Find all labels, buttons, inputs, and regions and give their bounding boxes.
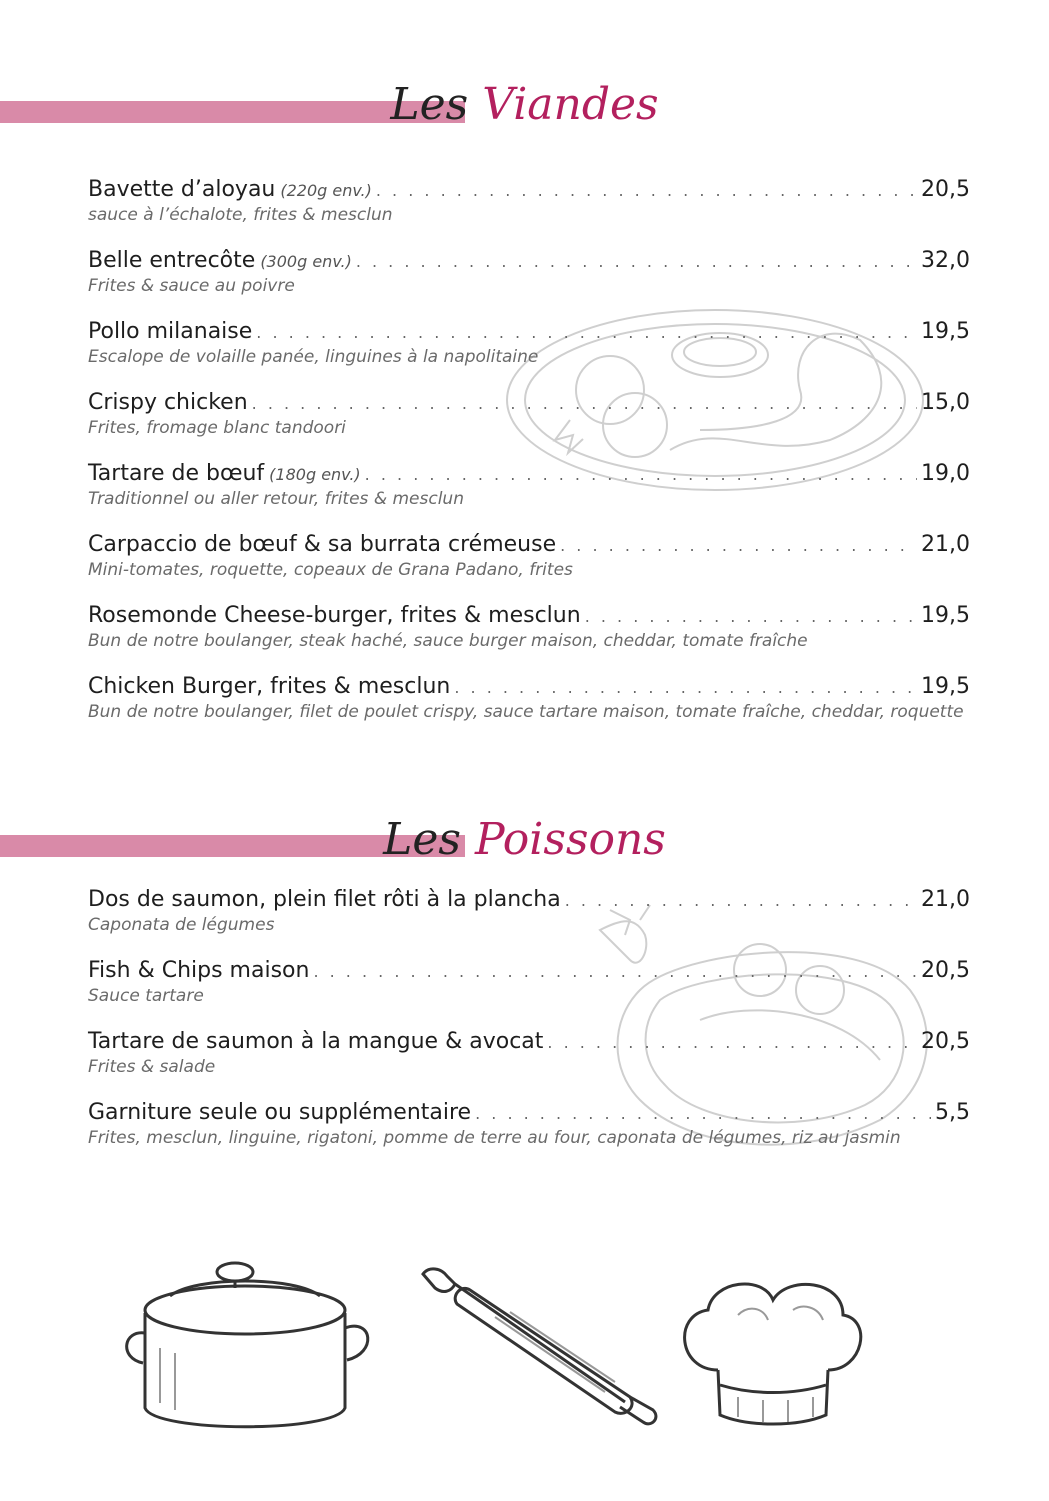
dot-leader bbox=[547, 1027, 917, 1059]
dot-leader bbox=[256, 317, 917, 349]
menu-item bbox=[88, 387, 970, 458]
item-name: Fish & Chips maison bbox=[88, 958, 310, 983]
chef-hat-illustration bbox=[668, 1275, 868, 1435]
item-name: Garniture seule ou supplémentaire bbox=[88, 1100, 472, 1125]
item-description: Traditionnel ou aller retour, frites & mesclun bbox=[88, 489, 464, 509]
dot-leader bbox=[365, 459, 917, 491]
item-price: 20,5 bbox=[921, 958, 970, 983]
item-price: 21,0 bbox=[921, 887, 970, 912]
item-name: Dos de saumon, plein filet rôti à la plancha bbox=[88, 887, 561, 912]
item-description: Sauce tartare bbox=[88, 986, 204, 1006]
item-name: Rosemonde Cheese-burger, frites & mesclun bbox=[88, 603, 581, 628]
item-description: Mini-tomates, roquette, copeaux de Grana Padano, frites bbox=[88, 560, 573, 580]
rolling-pin-illustration bbox=[415, 1262, 665, 1432]
item-name: Tartare de saumon à la mangue & avocat bbox=[88, 1029, 544, 1054]
item-description: Frites & salade bbox=[88, 1057, 216, 1077]
menu-item bbox=[88, 1026, 970, 1097]
item-quantity: (180g env.) bbox=[269, 465, 361, 484]
item-description: Frites, fromage blanc tandoori bbox=[88, 418, 346, 438]
menu-item bbox=[88, 955, 970, 1026]
item-price: 5,5 bbox=[935, 1100, 970, 1125]
item-price: 19,5 bbox=[921, 319, 970, 344]
item-description: Frites & sauce au poivre bbox=[88, 276, 295, 296]
item-name: Crispy chicken bbox=[88, 390, 248, 415]
item-price: 19,5 bbox=[921, 674, 970, 699]
dot-leader bbox=[252, 388, 917, 420]
item-quantity: (300g env.) bbox=[260, 252, 352, 271]
heading-word-poissons: Poissons bbox=[474, 814, 666, 865]
item-quantity: (220g env.) bbox=[280, 181, 372, 200]
item-name: Bavette d’aloyau bbox=[88, 177, 276, 202]
dot-leader bbox=[475, 1098, 931, 1130]
menu-item bbox=[88, 600, 970, 671]
heading-word-les: Les bbox=[390, 79, 469, 130]
dot-leader bbox=[454, 672, 917, 704]
item-description: Bun de notre boulanger, filet de poulet crispy, sauce tartare maison, tomate fraîche, cheddar, roquette bbox=[88, 702, 964, 722]
menu-item bbox=[88, 316, 970, 387]
item-name: Pollo milanaise bbox=[88, 319, 253, 344]
menu-item bbox=[88, 458, 970, 529]
dot-leader bbox=[313, 956, 917, 988]
menu-item bbox=[88, 174, 970, 245]
item-price: 20,5 bbox=[921, 1029, 970, 1054]
menu-item bbox=[88, 884, 970, 955]
dot-leader bbox=[560, 530, 917, 562]
item-price: 15,0 bbox=[921, 390, 970, 415]
heading-word-viandes: Viandes bbox=[482, 79, 659, 130]
item-description: Bun de notre boulanger, steak haché, sauce burger maison, cheddar, tomate fraîche bbox=[88, 631, 808, 651]
menu-item bbox=[88, 671, 970, 742]
item-description: Frites, mesclun, linguine, rigatoni, pomme de terre au four, caponata de légumes, riz au jasmin bbox=[88, 1128, 901, 1148]
menu-item bbox=[88, 245, 970, 316]
item-price: 19,5 bbox=[921, 603, 970, 628]
dot-leader bbox=[356, 246, 917, 278]
item-price: 20,5 bbox=[921, 177, 970, 202]
item-price: 19,0 bbox=[921, 461, 970, 486]
menu-item bbox=[88, 1097, 970, 1168]
dot-leader bbox=[565, 885, 917, 917]
item-name: Tartare de bœuf bbox=[88, 461, 265, 486]
dot-leader bbox=[585, 601, 917, 633]
item-name: Belle entrecôte bbox=[88, 248, 256, 273]
section-heading-poissons bbox=[0, 810, 1049, 870]
menu-item bbox=[88, 529, 970, 600]
item-price: 21,0 bbox=[921, 532, 970, 557]
item-description: Caponata de légumes bbox=[88, 915, 275, 935]
section-heading-viandes bbox=[0, 75, 1049, 135]
item-price: 32,0 bbox=[921, 248, 970, 273]
heading-word-les: Les bbox=[383, 814, 461, 865]
item-name: Carpaccio de bœuf & sa burrata crémeuse bbox=[88, 532, 557, 557]
item-description: sauce à l’échalote, frites & mesclun bbox=[88, 205, 393, 225]
fish-items bbox=[88, 884, 970, 1168]
item-description: Escalope de volaille panée, linguines à la napolitaine bbox=[88, 347, 539, 367]
cooking-pot-illustration bbox=[115, 1258, 380, 1438]
dot-leader bbox=[376, 175, 917, 207]
meat-items bbox=[88, 174, 970, 742]
item-name: Chicken Burger, frites & mesclun bbox=[88, 674, 451, 699]
